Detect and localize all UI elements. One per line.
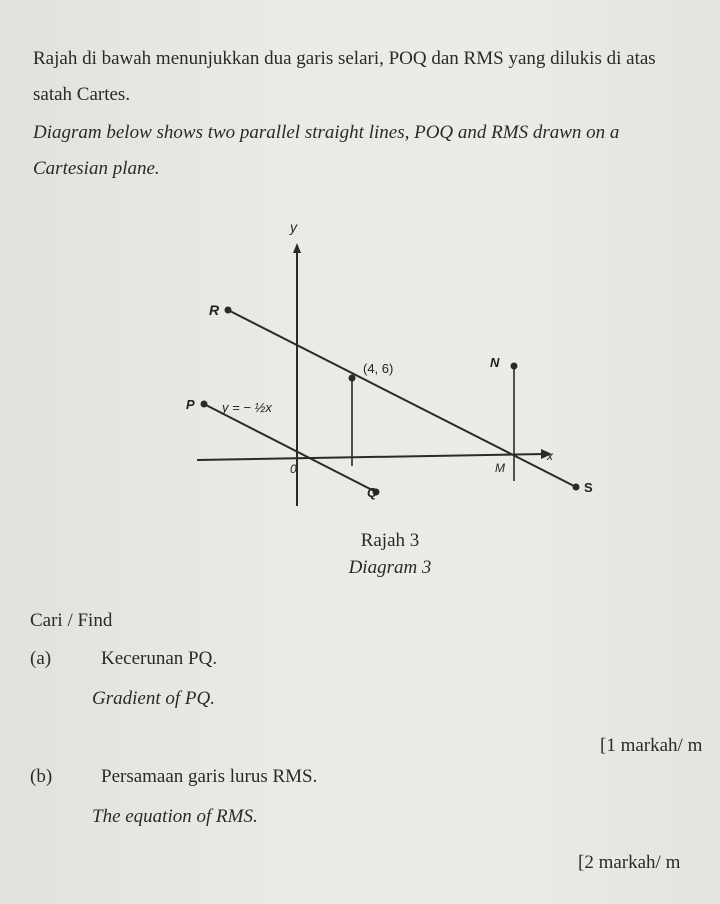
point-s-label: S: [584, 480, 593, 495]
line-poq: [204, 404, 376, 492]
diagram-caption-english: Diagram 3: [348, 557, 432, 578]
point-n-label: N: [490, 355, 500, 370]
origin-label: 0: [290, 462, 297, 476]
question-b-english: The equation of RMS.: [92, 806, 258, 827]
point-n-dot: [511, 363, 518, 370]
find-heading: Cari / Find: [30, 610, 113, 631]
line-rms: [228, 310, 576, 487]
intro-malay-line1: Rajah di bawah menunjukkan dua garis selari, POQ dan RMS yang dilukis di atas: [33, 48, 656, 69]
x-axis: [197, 454, 545, 460]
question-b-number: (b): [30, 766, 53, 787]
point-p-label: P: [186, 397, 195, 412]
diagram-caption-malay: Rajah 3: [360, 530, 420, 551]
point-4-6-dot: [349, 375, 356, 382]
y-axis-arrow: [293, 243, 301, 253]
point-r-dot: [225, 307, 232, 314]
y-axis-label: y: [290, 219, 297, 235]
intro-malay-line2: satah Cartes.: [33, 84, 131, 105]
intro-english-line1: Diagram below shows two parallel straight lines, POQ and RMS drawn on a: [33, 122, 620, 143]
equation-label: y = − ½x: [222, 400, 272, 415]
question-b-malay: Persamaan garis lurus RMS.: [101, 766, 318, 787]
question-a-english: Gradient of PQ.: [92, 688, 215, 709]
point-m-label: M: [495, 461, 505, 475]
question-a-number: (a): [30, 648, 52, 669]
point-r-label: R: [209, 302, 220, 318]
question-a-marks: [1 markah/ m: [600, 735, 703, 756]
coordinate-label: (4, 6): [363, 361, 394, 376]
point-p-dot: [201, 401, 208, 408]
question-b-marks: [2 markah/ m: [578, 852, 681, 873]
point-q-label: Q: [367, 485, 378, 500]
x-axis-label: x: [547, 449, 553, 463]
intro-english-line2: Cartesian plane.: [33, 158, 160, 179]
point-s-dot: [573, 484, 580, 491]
question-a-malay: Kecerunan PQ.: [101, 648, 218, 669]
